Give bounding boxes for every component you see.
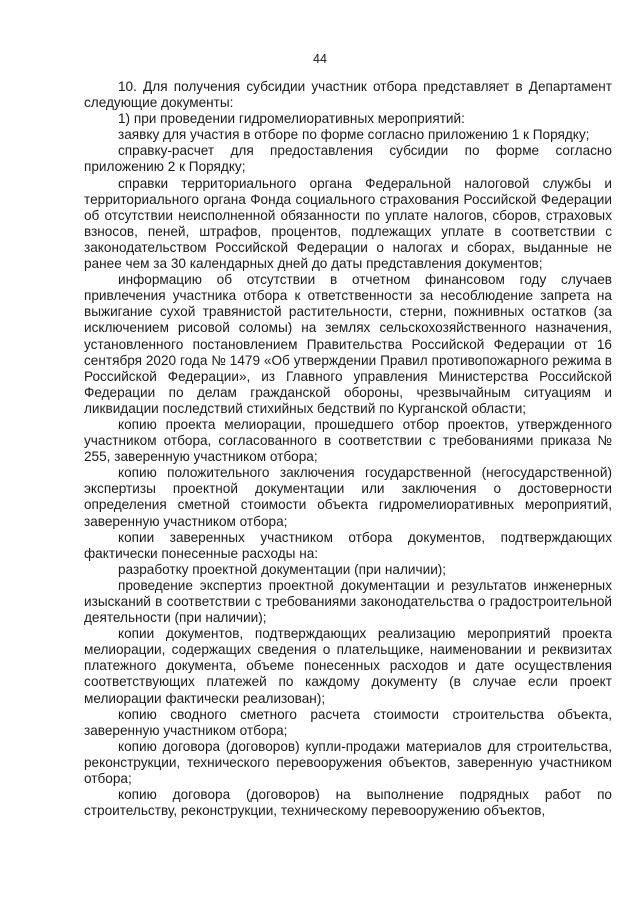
paragraph-construction-contract: копию договора (договоров) на выполнение подрядных работ по строительству, реконструкции, техническому перевооружению объектов, (84, 787, 612, 819)
paragraph-design-documentation: разработку проектной документации (при наличии); (118, 561, 447, 577)
paragraph-expense-documents: копии заверенных участником отбора документов, подтверждающих фактически понесенные расходы на: (84, 529, 612, 561)
paragraph-calculation-certificate: справку-расчет для предоставления субсидии по форме согласно приложению 2 к Порядку; (84, 143, 612, 175)
paragraph-tax-certificates: справки территориального органа Федеральной налоговой службы и территориального органа Фонда социального страхования Российской Федерации об отсутствии неисполненной обязанности по уплате налогов, сборов, страховых взносов, пеней, штрафов, процентов, подлежащих уплате в соответствии с законодательством Российской Федерации о налогах и сборах, выданные не ранее чем за 30 календарных дней до даты представления документов; (84, 175, 612, 272)
paragraph-subitem-1: 1) при проведении гидромелиоративных мероприятий: (118, 111, 465, 127)
paragraph-implementation-documents: копии документов, подтверждающих реализацию мероприятий проекта мелиорации, содержащих сведения о плательщике, наименовании и реквизитах платежного документа, объеме понесенных расходов и дате осуществления соответствующих платежей по каждому документу (в случае если проект мелиорации фактически реализован); (84, 626, 612, 706)
paragraph-expertise-costs: проведение экспертиз проектной документации и результатов инженерных изысканий в соответствии с требованиями законодательства о градостроительной деятельности (при наличии); (84, 577, 612, 626)
paragraph-melioration-project-copy: копию проекта мелиорации, прошедшего отбор проектов, утвержденного участником отбора, согласованного в соответствии с требованиями приказа № 255, заверенную участником отбора; (84, 416, 612, 465)
paragraph-item-10: 10. Для получения субсидии участник отбора представляет в Департамент следующие документы: (84, 79, 612, 111)
paragraph-estimate-calculation: копию сводного сметного расчета стоимости строительства объекта, заверенную участником отбора; (84, 706, 612, 738)
paragraph-application: заявку для участия в отборе по форме согласно приложению 1 к Порядку; (118, 127, 590, 143)
paragraph-expertise-conclusion: копию положительного заключения государственной (негосударственной) экспертизы проектной документации или заключения о достоверности определения сметной стоимости объекта гидромелиоративных мероприятий, заверенную участником отбора; (84, 465, 612, 529)
paragraph-fire-safety-information: информацию об отсутствии в отчетном финансовом году случаев привлечения участника отбора к ответственности за несоблюдение запрета на выжигание сухой травянистой растительности, стерни, пожнивных остатков (за исключением рисовой соломы) на землях сельскохозяйственного назначения, установленного постановлением Правительства Российской Федерации от 16 сентября 2020 года № 1479 «Об утверждении Правил противопожарного режима в Российской Федерации», из Главного управления Министерства Российской Федерации по делам гражданской обороны, чрезвычайным ситуациям и ликвидации последствий стихийных бедствий по Курганской области; (84, 272, 612, 416)
page-number: 44 (313, 52, 327, 66)
document-body (84, 79, 612, 819)
paragraph-purchase-contract: копию договора (договоров) купли-продажи материалов для строительства, реконструкции, технического перевооружения объектов, заверенную участником отбора; (84, 738, 612, 787)
